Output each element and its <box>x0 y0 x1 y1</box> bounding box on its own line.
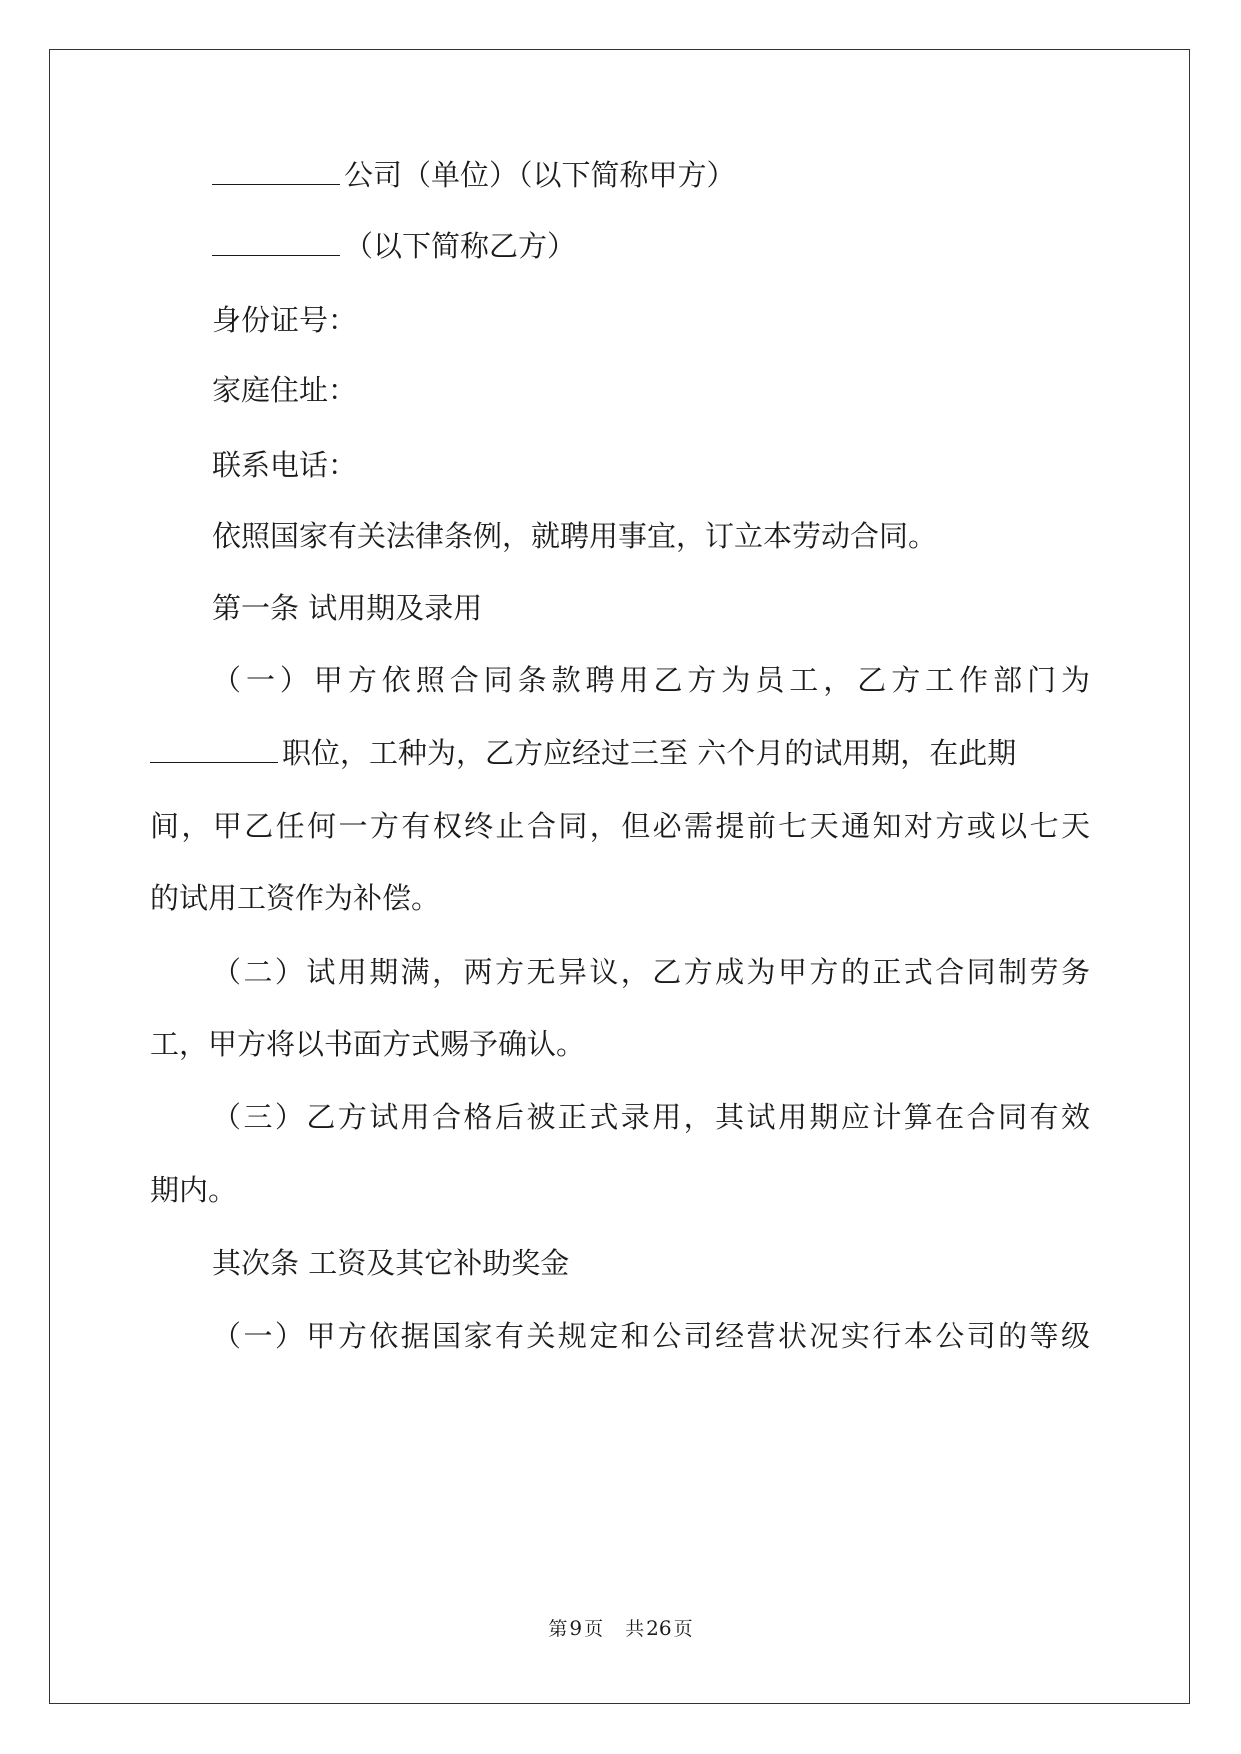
phone-label: 联系电话： <box>212 448 358 482</box>
article-1-para-1-line-4: 的试用工资作为补偿。 <box>150 881 441 915</box>
current-page-number: 9 <box>569 1616 583 1640</box>
total-prefix: 共 <box>625 1618 645 1640</box>
article-1-para-3-line-1: （三）乙方试用合格后被正式录用，其试用期应计算在合同有效 <box>212 1100 1090 1134</box>
article-1-para-1-line-3: 间，甲乙任何一方有权终止合同，但必需提前七天通知对方或以七天 <box>150 809 1090 843</box>
party-a-blank <box>212 156 340 185</box>
home-address-label: 家庭住址： <box>212 373 358 407</box>
preamble-paragraph: 依照国家有关法律条例，就聘用事宜，订立本劳动合同。 <box>212 519 938 553</box>
article-1-para-1-line-2: 职位，工种为，乙方应经过三至 六个月的试用期，在此期 <box>282 736 1017 770</box>
article-1-para-3-line-2: 期内。 <box>150 1173 238 1207</box>
position-blank <box>150 734 278 763</box>
article-1-para-1-line-1: （一）甲方依照合同条款聘用乙方为员工，乙方工作部门为 <box>212 663 1090 697</box>
id-number-label: 身份证号： <box>212 303 358 337</box>
article-2-title: 其次条 工资及其它补助奖金 <box>212 1246 570 1280</box>
page-footer <box>0 1616 1241 1641</box>
party-a-suffix: 公司（单位）（以下简称甲方） <box>344 158 736 192</box>
article-1-para-2-line-1: （二）试用期满，两方无异议，乙方成为甲方的正式合同制劳务 <box>212 955 1090 989</box>
article-2-para-1-line-1: （一）甲方依据国家有关规定和公司经营状况实行本公司的等级 <box>212 1319 1090 1353</box>
article-1-title: 第一条 试用期及录用 <box>212 591 483 625</box>
article-1-para-1-line-2-row <box>150 733 1090 773</box>
party-b-blank <box>212 227 340 256</box>
page-prefix: 第 <box>548 1618 568 1640</box>
party-b-suffix: （以下简称乙方） <box>344 229 577 263</box>
page-mid: 页 <box>584 1618 604 1640</box>
total-page-number: 26 <box>646 1616 672 1640</box>
party-a-line <box>212 155 1152 195</box>
total-suffix: 页 <box>673 1618 693 1640</box>
party-b-line <box>212 226 1152 266</box>
page-border <box>49 49 1190 1704</box>
article-1-para-2-line-2: 工，甲方将以书面方式赐予确认。 <box>150 1027 586 1061</box>
